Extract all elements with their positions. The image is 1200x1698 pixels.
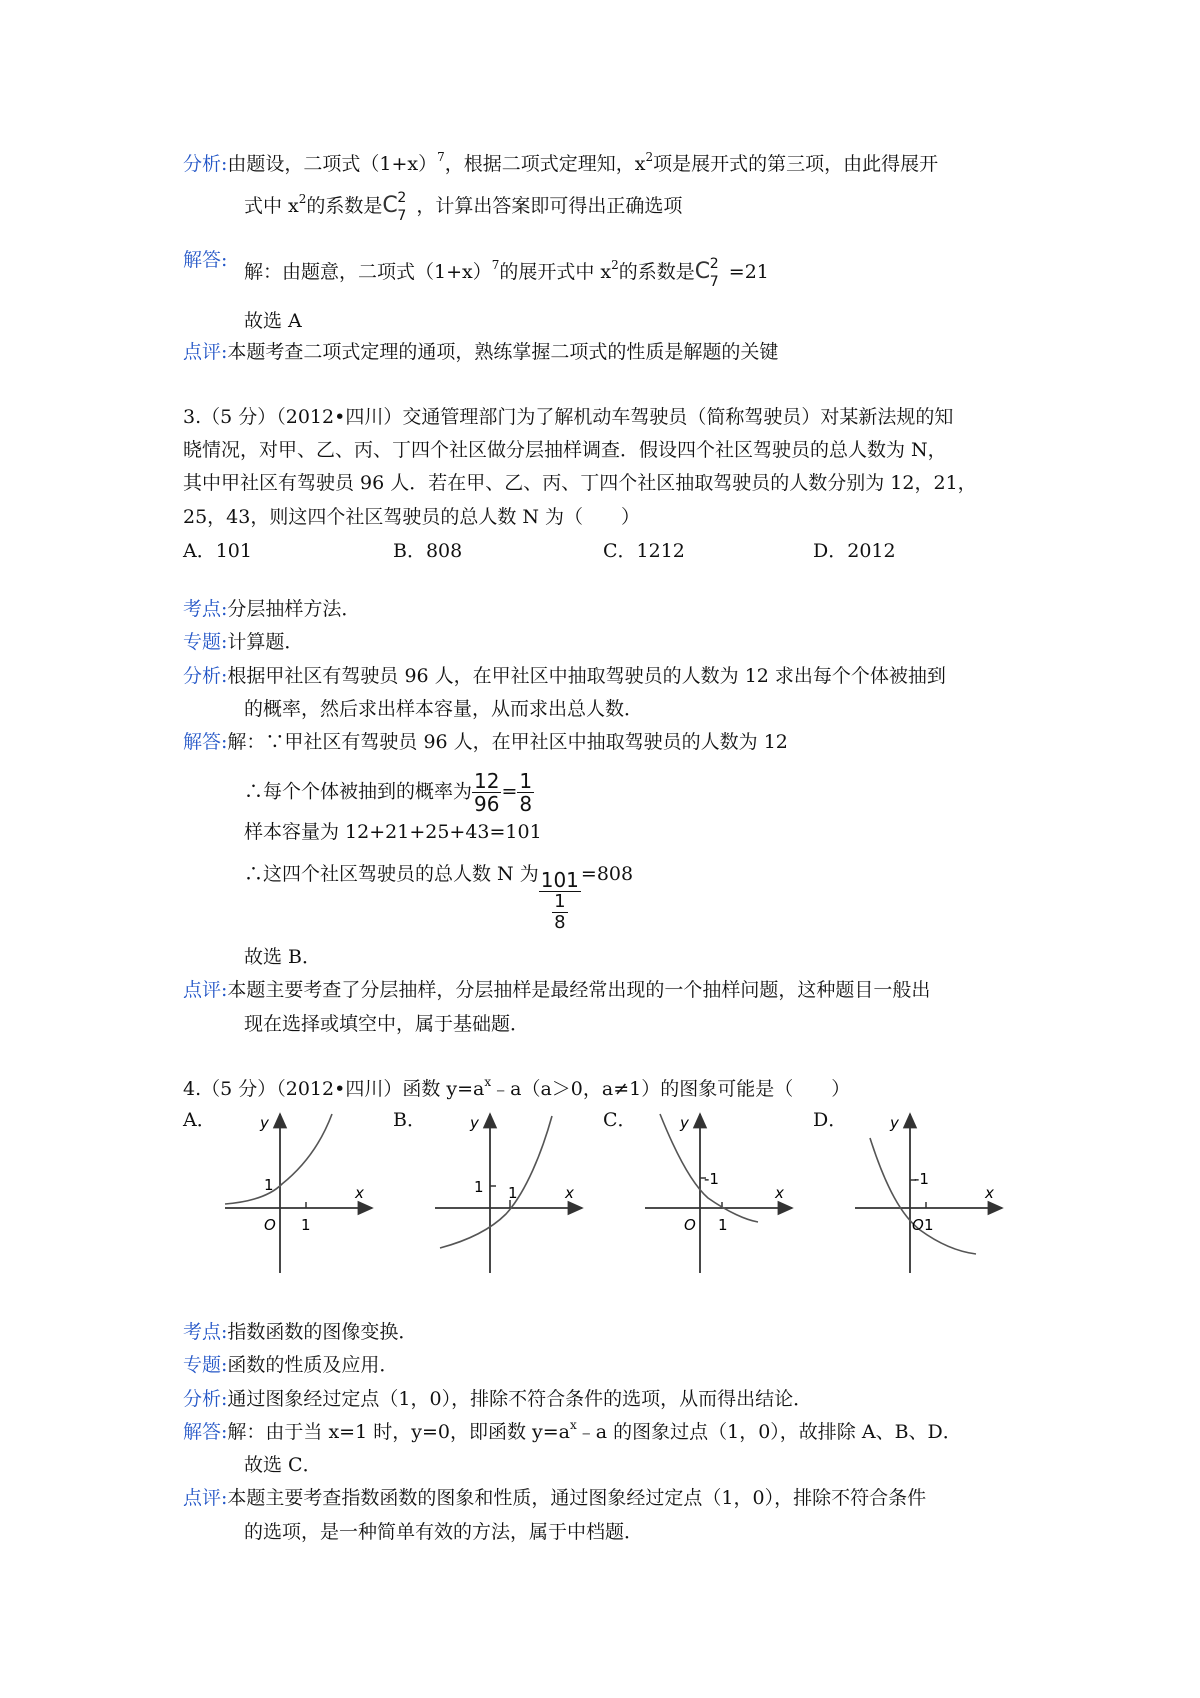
svg-text:O: O	[912, 1216, 924, 1234]
graph-option-d	[850, 1108, 1010, 1278]
svg-text:1: 1	[718, 1216, 728, 1234]
q3-comment-2: 现在选择或填空中，属于基础题．	[244, 1013, 530, 1035]
svg-text:1: 1	[264, 1176, 274, 1194]
q4-stem: 4.（5 分）（2012•四川）函数 $y=a^x﹣a(a>0$，a≠1）的图象可能是（ ）	[183, 1075, 851, 1100]
q4-solution-2: 故选 C．	[244, 1454, 322, 1476]
svg-text:x: x	[985, 1184, 994, 1202]
analysis-label: 分析:	[183, 153, 228, 175]
graph-option-a	[220, 1108, 380, 1278]
svg-text:y: y	[680, 1114, 689, 1132]
q3-option-a: A．101	[183, 540, 252, 562]
q3-solution-4: ∴这四个社区驾驶员的总人数 N 为 $\frac{101}{\frac{1}{8}}$ =808	[244, 863, 634, 933]
q3-analysis-1: 分析:根据甲社区有驾驶员 96 人，在甲社区中抽取驾驶员的人数为 12 求出每个个体被抽到	[183, 665, 946, 687]
q4-option-a-label: A．	[183, 1109, 216, 1131]
q4-solution-1: 解答:解：由于当 x=1 时，y=0，即函数 $y=a^x﹣a$ 的图象过点（1，0），故排除 A、B、D．	[183, 1418, 962, 1443]
q3-stem-1: 3.（5 分）（2012•四川）交通管理部门为了解机动车驾驶员（简称驾驶员）对某新法规的知	[183, 406, 954, 428]
q4-kaodian: 考点:指数函数的图像变换．	[183, 1321, 418, 1343]
q3-analysis-2: 的概率，然后求出样本容量，从而求出总人数．	[244, 698, 644, 720]
q4-comment-1: 点评:本题主要考查指数函数的图象和性质，通过图象经过定点（1，0），排除不符合条件	[183, 1487, 927, 1509]
svg-text:x: x	[565, 1184, 574, 1202]
q2-comment: 点评:本题考查二项式定理的通项，熟练掌握二项式的性质是解题的关键	[183, 341, 779, 363]
q4-comment-2: 的选项，是一种简单有效的方法，属于中档题．	[244, 1521, 644, 1543]
svg-text:-1: -1	[914, 1170, 929, 1188]
q2-solution-line-2: 故选 A	[244, 310, 302, 332]
svg-text:1: 1	[301, 1216, 311, 1234]
q4-option-d-label: D．	[813, 1109, 848, 1131]
q3-zhuanti: 专题:计算题．	[183, 631, 304, 653]
graph-option-c	[640, 1108, 800, 1278]
curve	[660, 1114, 758, 1222]
q2-analysis-line-2: 式中 $x^2$的系数是 C 2 7 ，计算出答案即可得出正确选项	[244, 190, 683, 224]
q4-option-b-label: B．	[393, 1109, 426, 1131]
q2-solution-line-1: 解：由题意，二项式$(1+x)^7$的展开式中 $x^2$的系数是 C 2 7 =21	[244, 256, 769, 290]
fraction-1-8: $\frac{1}{8}$	[519, 769, 533, 816]
q3-option-c: C．1212	[603, 540, 685, 562]
q3-solution-2: ∴每个个体被抽到的概率为 $\frac{12}{96}$ = $\frac{1}{8}$	[244, 769, 533, 816]
q4-zhuanti: 专题:函数的性质及应用．	[183, 1354, 399, 1376]
curve	[225, 1114, 332, 1204]
svg-text:1: 1	[474, 1178, 484, 1196]
q3-stem-4: 25，43，则这四个社区驾驶员的总人数 N 为（ ）	[183, 506, 641, 528]
q3-solution-3: 样本容量为 12+21+25+43=101	[244, 821, 542, 843]
svg-text:1: 1	[924, 1216, 934, 1234]
q4-option-c-label: C．	[603, 1109, 637, 1131]
binomial-coefficient: C 2 7	[382, 190, 407, 224]
fraction-12-96: $\frac{12}{96}$	[474, 769, 500, 816]
svg-text:O: O	[684, 1216, 696, 1234]
q3-stem-3: 其中甲社区有驾驶员 96 人．若在甲、乙、丙、丁四个社区抽取驾驶员的人数分别为 12，21，	[183, 472, 977, 494]
q3-solution-1: 解答:解：∵甲社区有驾驶员 96 人，在甲社区中抽取驾驶员的人数为 12	[183, 731, 788, 753]
q4-analysis: 分析:通过图象经过定点（1，0），排除不符合条件的选项，从而得出结论．	[183, 1388, 813, 1410]
q2-analysis-line-1: 分析:由题设，二项式$(1+x)^7$，根据二项式定理知，$x^2$项是展开式的第三项，由此得展开	[183, 150, 939, 175]
q3-kaodian: 考点:分层抽样方法．	[183, 598, 361, 620]
q3-option-b: B．808	[393, 540, 463, 562]
svg-text:-1: -1	[704, 1170, 719, 1188]
graph-option-b	[430, 1108, 590, 1278]
svg-text:x: x	[775, 1184, 784, 1202]
svg-text:y: y	[890, 1114, 899, 1132]
curve	[440, 1116, 552, 1248]
curve	[870, 1138, 976, 1254]
svg-text:1: 1	[508, 1184, 518, 1202]
q3-stem-2: 晓情况，对甲、乙、丙、丁四个社区做分层抽样调查．假设四个社区驾驶员的总人数为 N，	[183, 439, 947, 461]
q3-option-d: D．2012	[813, 540, 896, 562]
svg-text:O: O	[264, 1216, 276, 1234]
q3-solution-5: 故选 B．	[244, 946, 322, 968]
q2-solution-label: 解答:	[183, 249, 228, 271]
binomial-coefficient: C 2 7	[694, 256, 719, 290]
svg-text:x: x	[355, 1184, 364, 1202]
svg-text:y: y	[260, 1114, 269, 1132]
svg-text:y: y	[470, 1114, 479, 1132]
q3-comment-1: 点评:本题主要考查了分层抽样，分层抽样是最经常出现的一个抽样问题，这种题目一般出	[183, 979, 931, 1001]
compound-fraction: $\frac{101}{\frac{1}{8}}$	[540, 868, 579, 933]
